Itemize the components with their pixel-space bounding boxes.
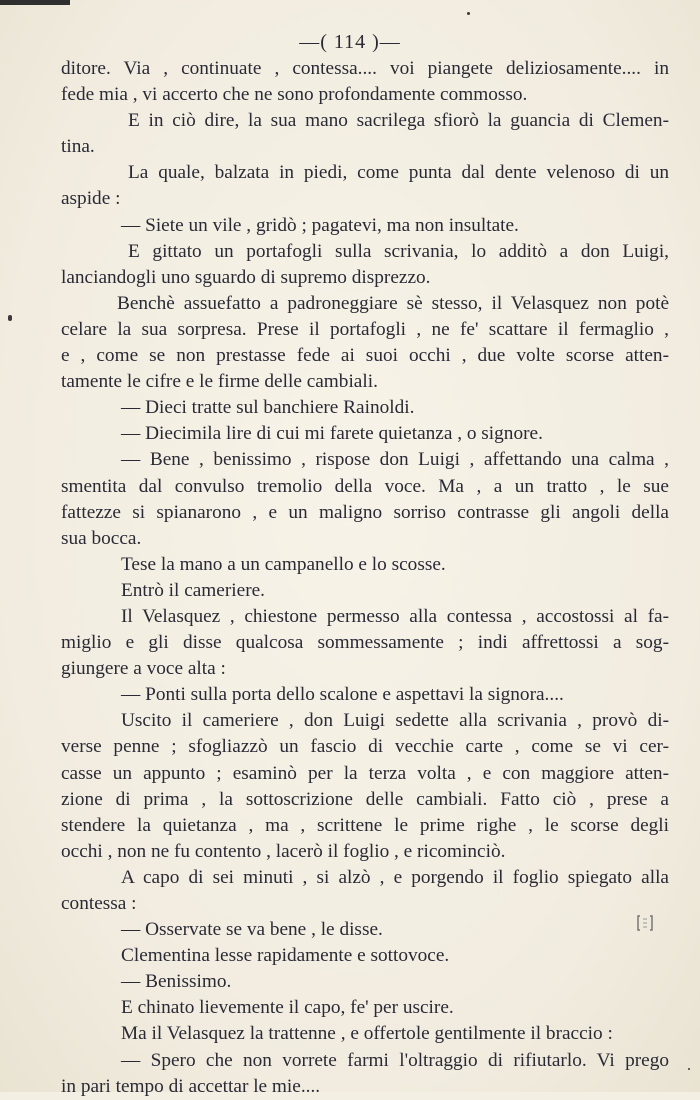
text-line: Il Velasquez , chiestone permesso alla contessa , accostossi al fa-: [121, 605, 669, 627]
text-line: Benchè assuefatto a padroneggiare sè stesso, il Velasquez non potè: [117, 292, 669, 314]
text-line: smentita dal convulso tremolio della voce. Ma , a un tratto , le sue: [61, 475, 669, 497]
text-line: fattezze si spianarono , e un maligno sorriso contrasse gli angoli della: [61, 501, 669, 523]
text-line: Entrò il cameriere.: [121, 579, 265, 601]
text-line: tamente le cifre e le firme delle cambiali.: [61, 371, 378, 393]
text-line: ditore. Via , continuate , contessa.... voi piangete deliziosamente.... in: [61, 58, 669, 79]
text-line: — Osservate se va bene , le disse.: [121, 919, 383, 941]
text-line: aspide :: [61, 188, 121, 210]
margin-bracket-icon: [636, 913, 654, 933]
page-number: —( 114 )—: [299, 31, 401, 53]
text-line: Tese la mano a un campanello e lo scosse.: [121, 553, 446, 575]
text-line: — Ponti sulla porta dello scalone e aspettavi la signora....: [121, 684, 564, 706]
text-line: Uscito il cameriere , don Luigi sedette alla scrivania , provò di-: [121, 710, 669, 732]
text-line: Clementina lesse rapidamente e sottovoce.: [121, 945, 450, 967]
top-edge-rule: [0, 0, 70, 5]
text-line: contessa :: [61, 893, 137, 914]
text-line: E in ciò dire, la sua mano sacrilega sfiorò la guancia di Clemen-: [128, 110, 669, 132]
body-text: [61, 56, 669, 1100]
text-line: sua bocca.: [61, 527, 142, 549]
ink-speck: [8, 315, 12, 321]
text-line: — Bene , benissimo , rispose don Luigi , affettando una calma ,: [121, 449, 669, 471]
text-line: A capo di sei minuti , si alzò , e porgendo il foglio spiegato alla: [121, 866, 669, 888]
text-line: e , come se non prestasse fede ai suoi occhi , due volte scorse atten-: [61, 345, 669, 367]
text-line: miglio e gli disse qualcosa sommessamente ; indi affrettossi a sog-: [61, 632, 669, 654]
text-line: — Diecimila lire di cui mi farete quietanza , o signore.: [121, 423, 543, 445]
text-line: — Benissimo.: [121, 971, 232, 993]
text-line: stendere la quietanza , ma , scrittene le prime righe , le scorse degli: [61, 814, 669, 836]
text-line: — Spero che non vorrete farmi l'oltraggio di rifiutarlo. Vi prego: [121, 1049, 669, 1071]
ink-speck: [688, 1068, 690, 1070]
text-line: lanciandogli uno sguardo di supremo disprezzo.: [61, 266, 431, 288]
text-line: fede mia , vi accerto che ne sono profondamente commosso.: [61, 84, 528, 106]
ink-speck: [467, 12, 470, 15]
text-line: E gittato un portafogli sulla scrivania, lo additò a don Luigi,: [128, 240, 669, 262]
text-line: La quale, balzata in piedi, come punta dal dente velenoso di un: [128, 162, 669, 184]
text-line: Ma il Velasquez la trattenne , e offertole gentilmente il braccio :: [121, 1023, 613, 1045]
text-line: giungere a voce alta :: [61, 658, 226, 680]
text-line: verse penne ; sfogliazzò un fascio di vecchie carte , come se vi cer-: [61, 736, 669, 758]
text-line: zione di prima , la sottoscrizione delle cambiali. Fatto ciò , prese a: [61, 788, 669, 810]
text-line: celare la sua sorpresa. Prese il portafogli , ne fe' scattare il fermaglio ,: [61, 318, 669, 340]
text-line: casse un appunto ; esaminò per la terza volta , e con maggiore atten-: [61, 762, 669, 784]
text-line: E chinato lievemente il capo, fe' per uscire.: [121, 997, 454, 1019]
text-line: — Dieci tratte sul banchiere Rainoldi.: [121, 397, 415, 419]
text-line: in pari tempo di accettar le mie....: [61, 1075, 321, 1097]
text-line: occhi , non ne fu contento , lacerò il foglio , e ricominciò.: [61, 840, 506, 862]
text-line: tina.: [61, 136, 95, 158]
text-line: — Siete un vile , gridò ; pagatevi, ma non insultate.: [121, 214, 519, 236]
